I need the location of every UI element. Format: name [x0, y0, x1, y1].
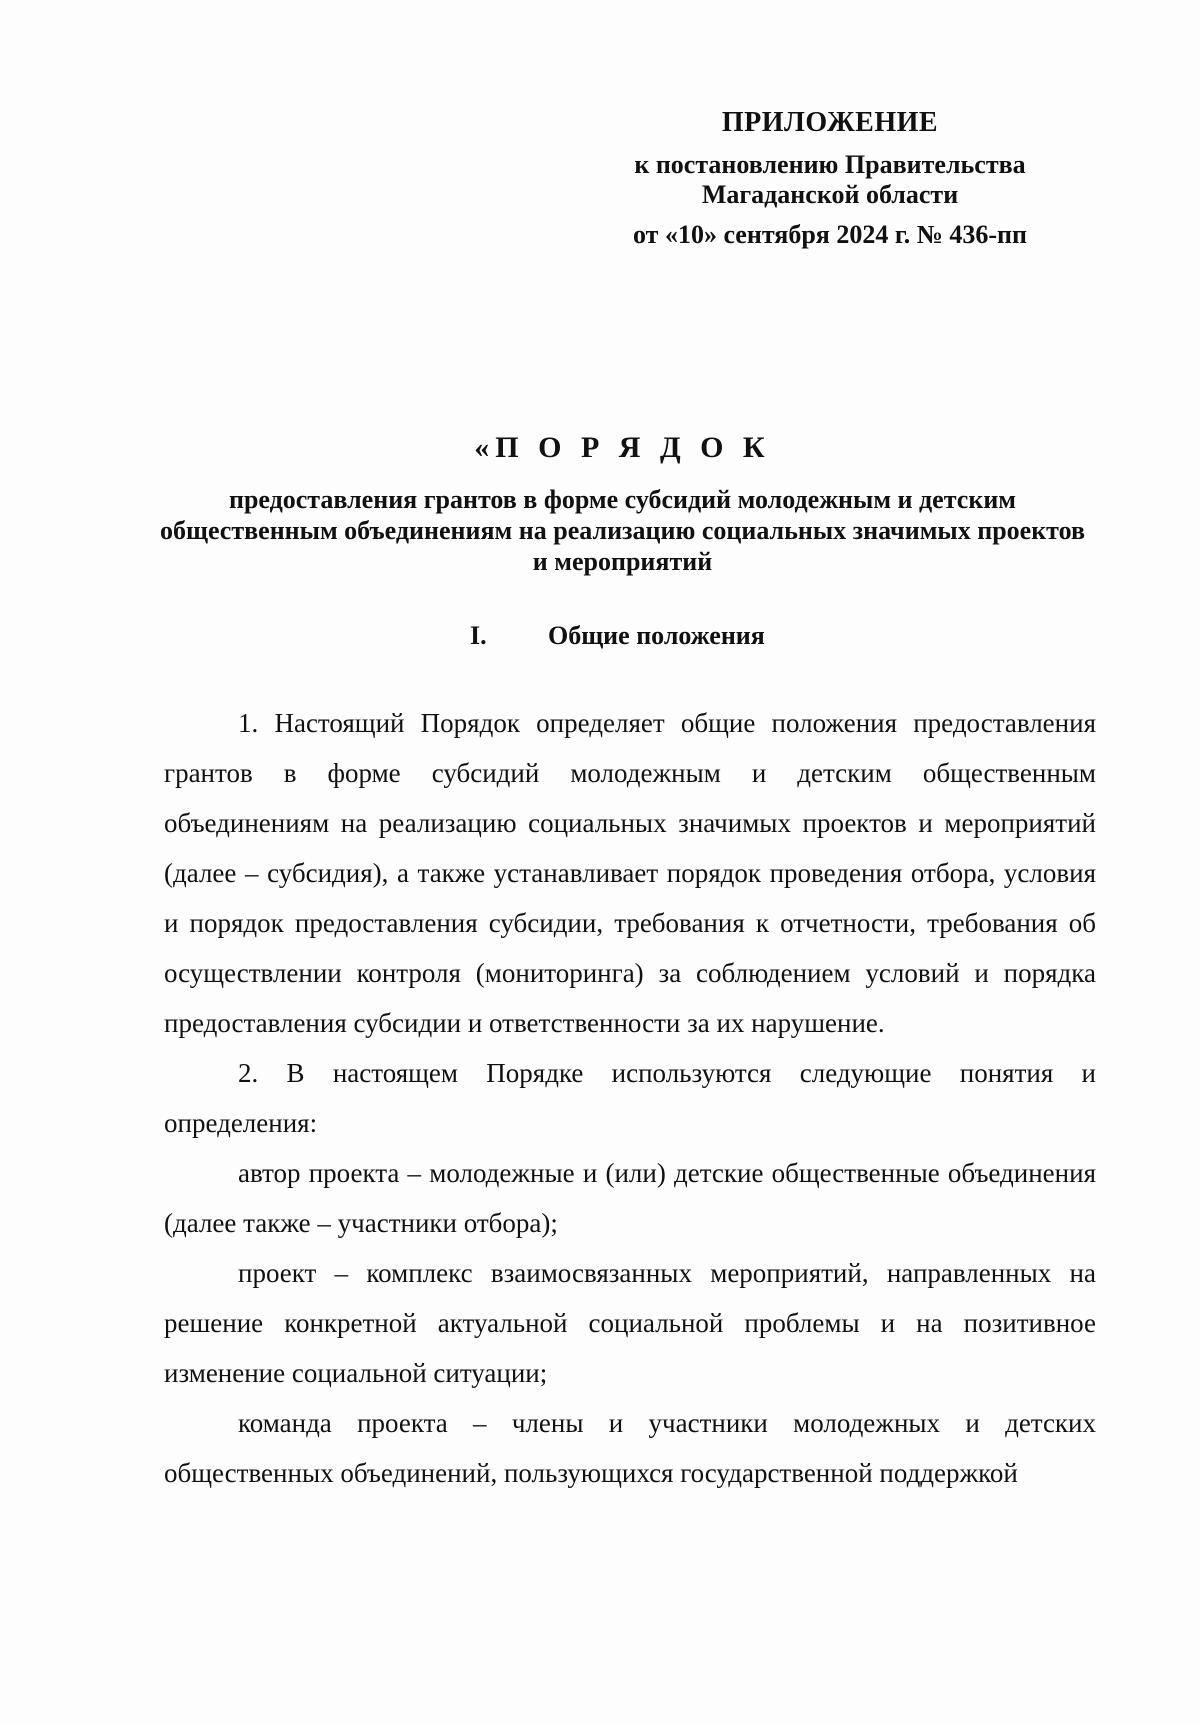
document-title-main: «П О Р Я Д О К	[474, 431, 771, 464]
document-body	[164, 698, 1096, 1498]
document-title-subtitle: предоставления грантов в форме субсидий молодежным и детским общественным объединениям на реализацию социальных значимых проектов и мероприятий	[160, 485, 1085, 576]
appendix-resolution-line: к постановлению Правительства	[634, 150, 1026, 179]
section-number: I.	[470, 621, 487, 650]
section-title: Общие положения	[548, 621, 765, 650]
paragraph-definition-author: автор проекта – молодежные и (или) детские общественные объединения (далее также – участники отбора);	[164, 1158, 1096, 1238]
section-heading	[470, 620, 765, 652]
paragraph-2: 2. В настоящем Порядке используются следующие понятия и определения:	[164, 1058, 1096, 1138]
paragraph-definition-project: проект – комплекс взаимосвязанных мероприятий, направленных на решение конкретной актуальной социальной проблемы и на позитивное изменение социальной ситуации;	[164, 1258, 1096, 1388]
paragraph-1: 1. Настоящий Порядок определяет общие положения предоставления грантов в форме субсидий молодежным и детским общественным объединениям на реализацию социальных значимых проектов и мероприятий (далее – субсидия), а также устанавливает порядок проведения отбора, условия и порядок предоставления субсидии, требования к отчетности, требования об осуществлении контроля (мониторинга) за соблюдением условий и порядка предоставления субсидии и ответственности за их нарушение.	[164, 708, 1096, 1038]
document-title	[160, 430, 1085, 577]
appendix-header	[590, 108, 1070, 250]
appendix-region-line: Магаданской области	[701, 180, 959, 209]
appendix-title: ПРИЛОЖЕНИЕ	[721, 107, 939, 138]
appendix-date-line: от «10» сентября 2024 г. № 436-пп	[633, 220, 1027, 249]
paragraph-definition-team: команда проекта – члены и участники молодежных и детских общественных объединений, пользующихся государственной поддержкой	[164, 1408, 1096, 1488]
